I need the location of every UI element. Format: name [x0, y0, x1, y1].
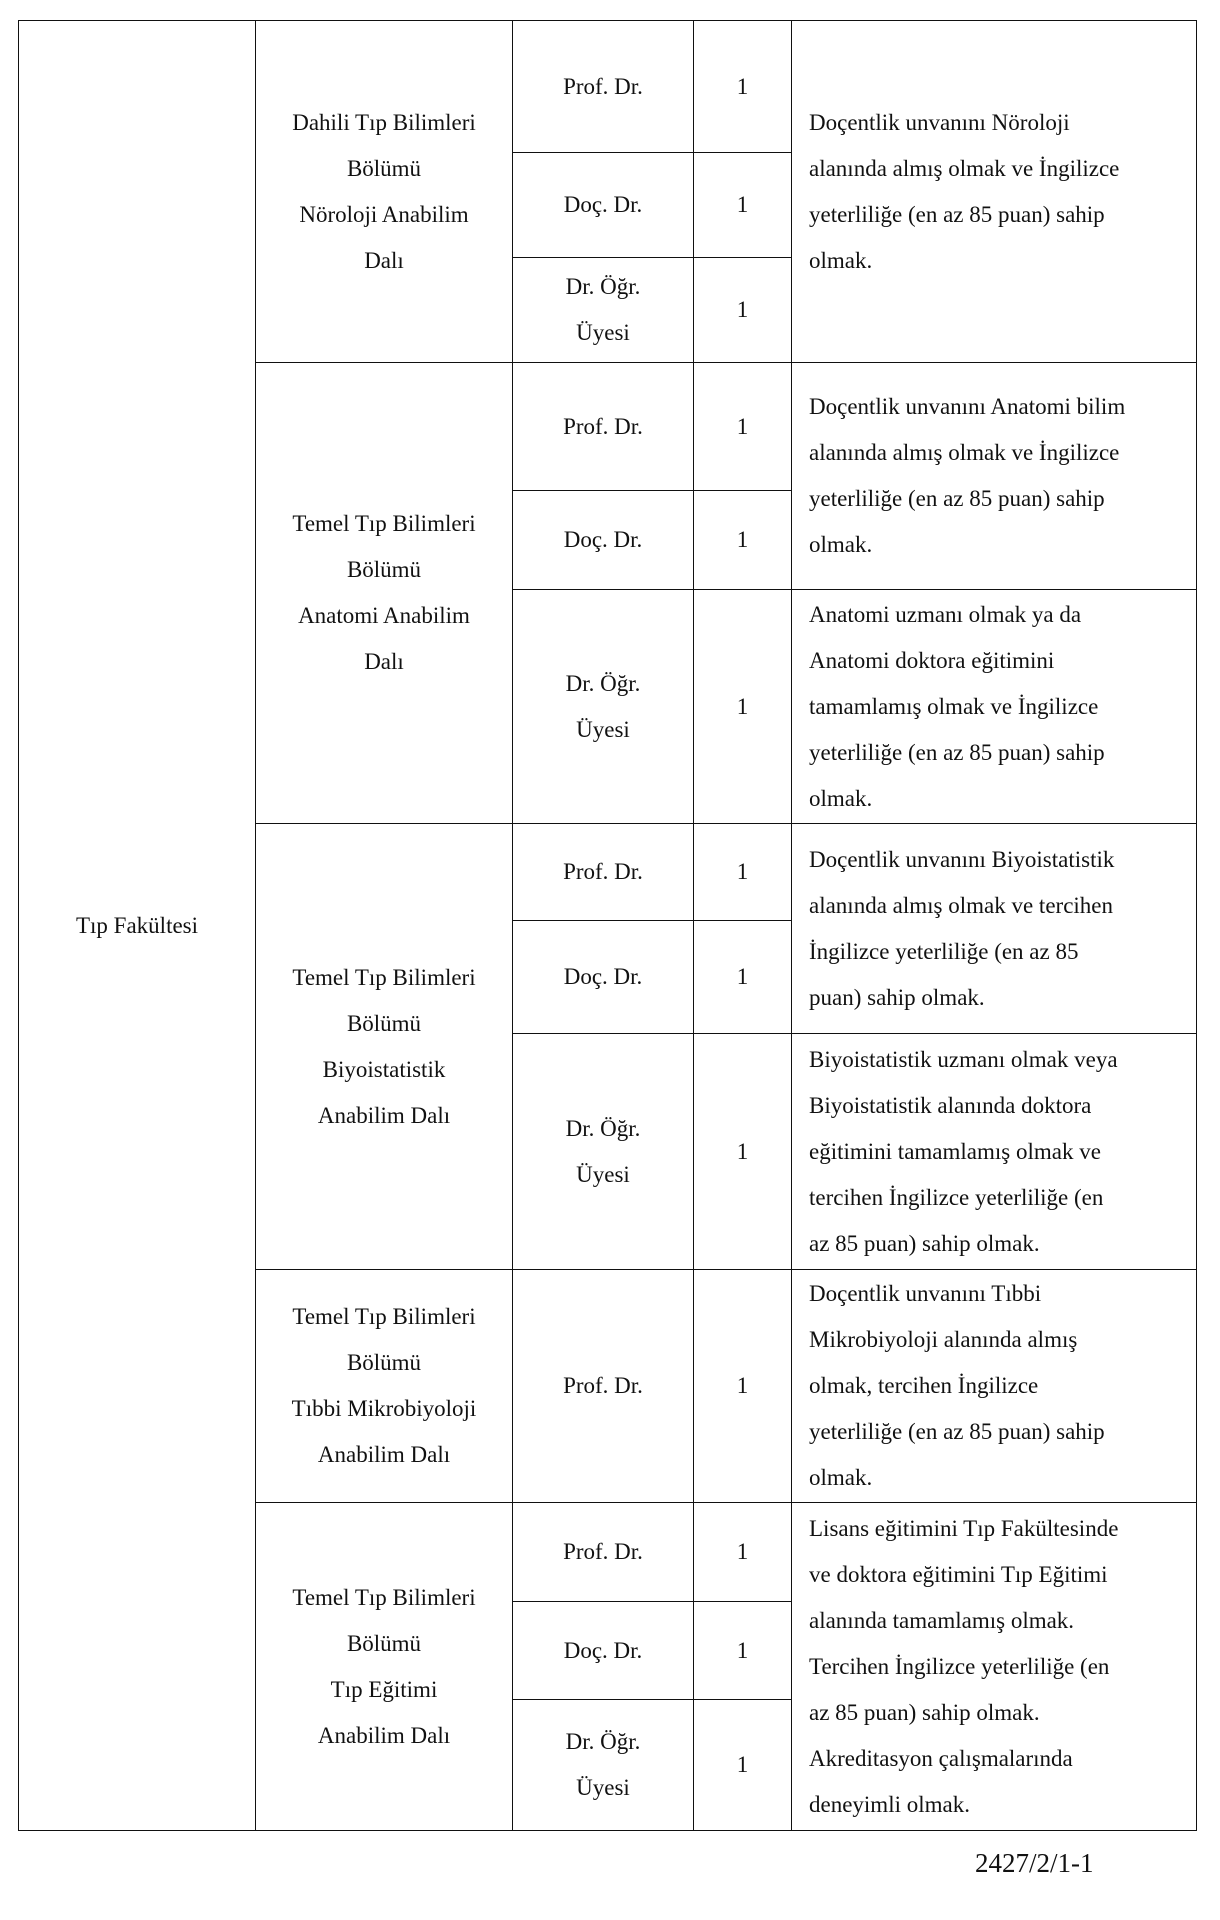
text-line: Akreditasyon çalışmalarında: [809, 1745, 1073, 1771]
text-line: eğitimini tamamlamış olmak ve: [809, 1138, 1101, 1164]
text-line: Prof. Dr.: [563, 413, 643, 439]
text-line: alanında almış olmak ve İngilizce: [809, 155, 1120, 181]
text-line: Biyoistatistik uzmanı olmak veya: [809, 1046, 1118, 1072]
text-line: Bölümü: [346, 1630, 422, 1656]
text-line: Doç. Dr.: [563, 527, 643, 552]
text-line: Lisans eğitimini Tıp Fakültesinde: [809, 1515, 1119, 1541]
text-line: Biyoistatistik: [322, 1056, 446, 1082]
position-count: 1: [736, 859, 749, 884]
text-line: Bölümü: [346, 557, 422, 582]
requirements-cell: [792, 1270, 1197, 1503]
title-cell: [513, 153, 694, 258]
position-count: 1: [736, 1752, 749, 1777]
position-count: 1: [736, 1539, 749, 1564]
text-line: Üyesi: [576, 320, 630, 345]
text-line: az 85 puan) sahip olmak.: [809, 1699, 1040, 1725]
requirements-cell: [792, 1034, 1197, 1270]
text-line: Dalı: [364, 247, 404, 273]
text-line: alanında tamamlamış olmak.: [809, 1607, 1075, 1633]
count-cell: [694, 590, 792, 824]
text-line: Tıp Eğitimi: [330, 1676, 438, 1702]
requirements-cell: [792, 590, 1197, 824]
positions-table: [18, 20, 1197, 1831]
text-line: Üyesi: [576, 1161, 630, 1187]
text-line: Anatomi Anabilim: [298, 603, 470, 628]
position-count: 1: [736, 73, 749, 99]
title-cell: [513, 491, 694, 590]
title-cell: [513, 258, 694, 363]
text-line: Doç. Dr.: [563, 1637, 643, 1663]
text-line: olmak.: [809, 532, 873, 557]
text-line: Doçentlik unvanını Nöroloji: [809, 109, 1070, 135]
text-line: Temel Tıp Bilimleri: [292, 1584, 476, 1610]
count-cell: [694, 258, 792, 363]
department-cell: [256, 824, 513, 1270]
title-cell: [513, 824, 694, 921]
text-line: ve doktora eğitimini Tıp Eğitimi: [809, 1561, 1108, 1587]
text-line: Anabilim Dalı: [317, 1102, 451, 1128]
faculty-cell: [19, 21, 256, 1831]
text-line: az 85 puan) sahip olmak.: [809, 1230, 1040, 1256]
table-row: [19, 21, 1197, 153]
requirements-cell: [792, 363, 1197, 590]
text-line: tercihen İngilizce yeterliliğe (en: [809, 1184, 1104, 1210]
text-line: Doçentlik unvanını Anatomi bilim: [809, 394, 1126, 419]
text-line: Dahili Tıp Bilimleri: [292, 109, 476, 135]
title-cell: [513, 1602, 694, 1700]
title-cell: [513, 590, 694, 824]
text-line: olmak.: [809, 785, 873, 811]
text-line: Bölümü: [346, 1010, 422, 1036]
text-line: alanında almış olmak ve tercihen: [809, 892, 1113, 918]
requirements-cell: [792, 1503, 1197, 1831]
position-count: 1: [736, 693, 749, 719]
count-cell: [694, 921, 792, 1034]
text-line: Tıbbi Mikrobiyoloji: [291, 1396, 477, 1421]
position-count: 1: [736, 297, 749, 322]
text-line: Mikrobiyoloji alanında almış: [809, 1327, 1078, 1352]
text-line: Üyesi: [576, 1775, 630, 1800]
count-cell: [694, 21, 792, 153]
text-line: Anabilim Dalı: [317, 1722, 451, 1748]
count-cell: [694, 1700, 792, 1831]
position-count: 1: [736, 1373, 749, 1398]
text-line: Üyesi: [576, 716, 630, 742]
count-cell: [694, 1503, 792, 1602]
text-line: deneyimli olmak.: [809, 1791, 970, 1817]
count-cell: [694, 1602, 792, 1700]
text-line: Doç. Dr.: [563, 964, 643, 989]
title-cell: [513, 1270, 694, 1503]
text-line: Prof. Dr.: [563, 859, 643, 884]
count-cell: [694, 491, 792, 590]
text-line: Doç. Dr.: [563, 192, 643, 217]
title-cell: [513, 1503, 694, 1602]
count-cell: [694, 363, 792, 491]
text-line: Temel Tıp Bilimleri: [292, 964, 476, 990]
position-count: 1: [736, 1138, 749, 1164]
text-line: Prof. Dr.: [563, 1539, 643, 1564]
document-reference: 2427/2/1-1: [975, 1848, 1094, 1878]
text-line: tamamlamış olmak ve İngilizce: [809, 693, 1099, 719]
text-line: Bölümü: [346, 1350, 422, 1375]
position-count: 1: [736, 192, 749, 217]
text-line: İngilizce yeterliliğe (en az 85: [809, 938, 1079, 964]
text-line: Nöroloji Anabilim: [299, 201, 469, 227]
title-cell: [513, 921, 694, 1034]
text-line: Anatomi uzmanı olmak ya da: [809, 601, 1082, 627]
text-line: puan) sahip olmak.: [809, 984, 985, 1010]
title-cell: [513, 363, 694, 491]
position-count: 1: [736, 964, 749, 989]
text-line: Temel Tıp Bilimleri: [292, 1304, 476, 1329]
text-line: Temel Tıp Bilimleri: [292, 511, 476, 536]
text-line: Prof. Dr.: [563, 1373, 643, 1398]
text-line: Doçentlik unvanını Biyoistatistik: [809, 846, 1115, 872]
text-line: Dr. Öğr.: [565, 1729, 641, 1754]
department-cell: [256, 1503, 513, 1831]
title-cell: [513, 21, 694, 153]
department-cell: [256, 363, 513, 824]
text-line: yeterliliğe (en az 85 puan) sahip: [809, 486, 1105, 511]
department-cell: [256, 21, 513, 363]
text-line: Dr. Öğr.: [565, 1115, 641, 1141]
count-cell: [694, 824, 792, 921]
text-line: Prof. Dr.: [563, 73, 643, 99]
text-line: olmak.: [809, 1465, 873, 1490]
title-cell: [513, 1700, 694, 1831]
text-line: Biyoistatistik alanında doktora: [809, 1092, 1092, 1118]
text-line: Bölümü: [346, 155, 422, 181]
title-cell: [513, 1034, 694, 1270]
text-line: Anabilim Dalı: [317, 1442, 451, 1467]
text-line: Dr. Öğr.: [565, 670, 641, 696]
text-line: Anatomi doktora eğitimini: [809, 647, 1055, 673]
requirements-cell: [792, 21, 1197, 363]
position-count: 1: [736, 1637, 749, 1663]
count-cell: [694, 1034, 792, 1270]
text-line: Dalı: [364, 649, 404, 674]
text-line: yeterliliğe (en az 85 puan) sahip: [809, 739, 1105, 765]
count-cell: [694, 153, 792, 258]
faculty-name: Tıp Fakültesi: [75, 912, 199, 938]
text-line: Dr. Öğr.: [565, 274, 641, 299]
department-cell: [256, 1270, 513, 1503]
text-line: alanında almış olmak ve İngilizce: [809, 440, 1120, 465]
requirements-cell: [792, 824, 1197, 1034]
text-line: olmak.: [809, 247, 873, 273]
count-cell: [694, 1270, 792, 1503]
position-count: 1: [736, 527, 749, 552]
text-line: yeterliliğe (en az 85 puan) sahip: [809, 1419, 1105, 1444]
text-line: olmak, tercihen İngilizce: [809, 1373, 1039, 1398]
text-line: yeterliliğe (en az 85 puan) sahip: [809, 201, 1105, 227]
text-line: Doçentlik unvanını Tıbbi: [809, 1281, 1042, 1306]
position-count: 1: [736, 413, 749, 439]
text-line: Tercihen İngilizce yeterliliğe (en: [809, 1653, 1110, 1679]
